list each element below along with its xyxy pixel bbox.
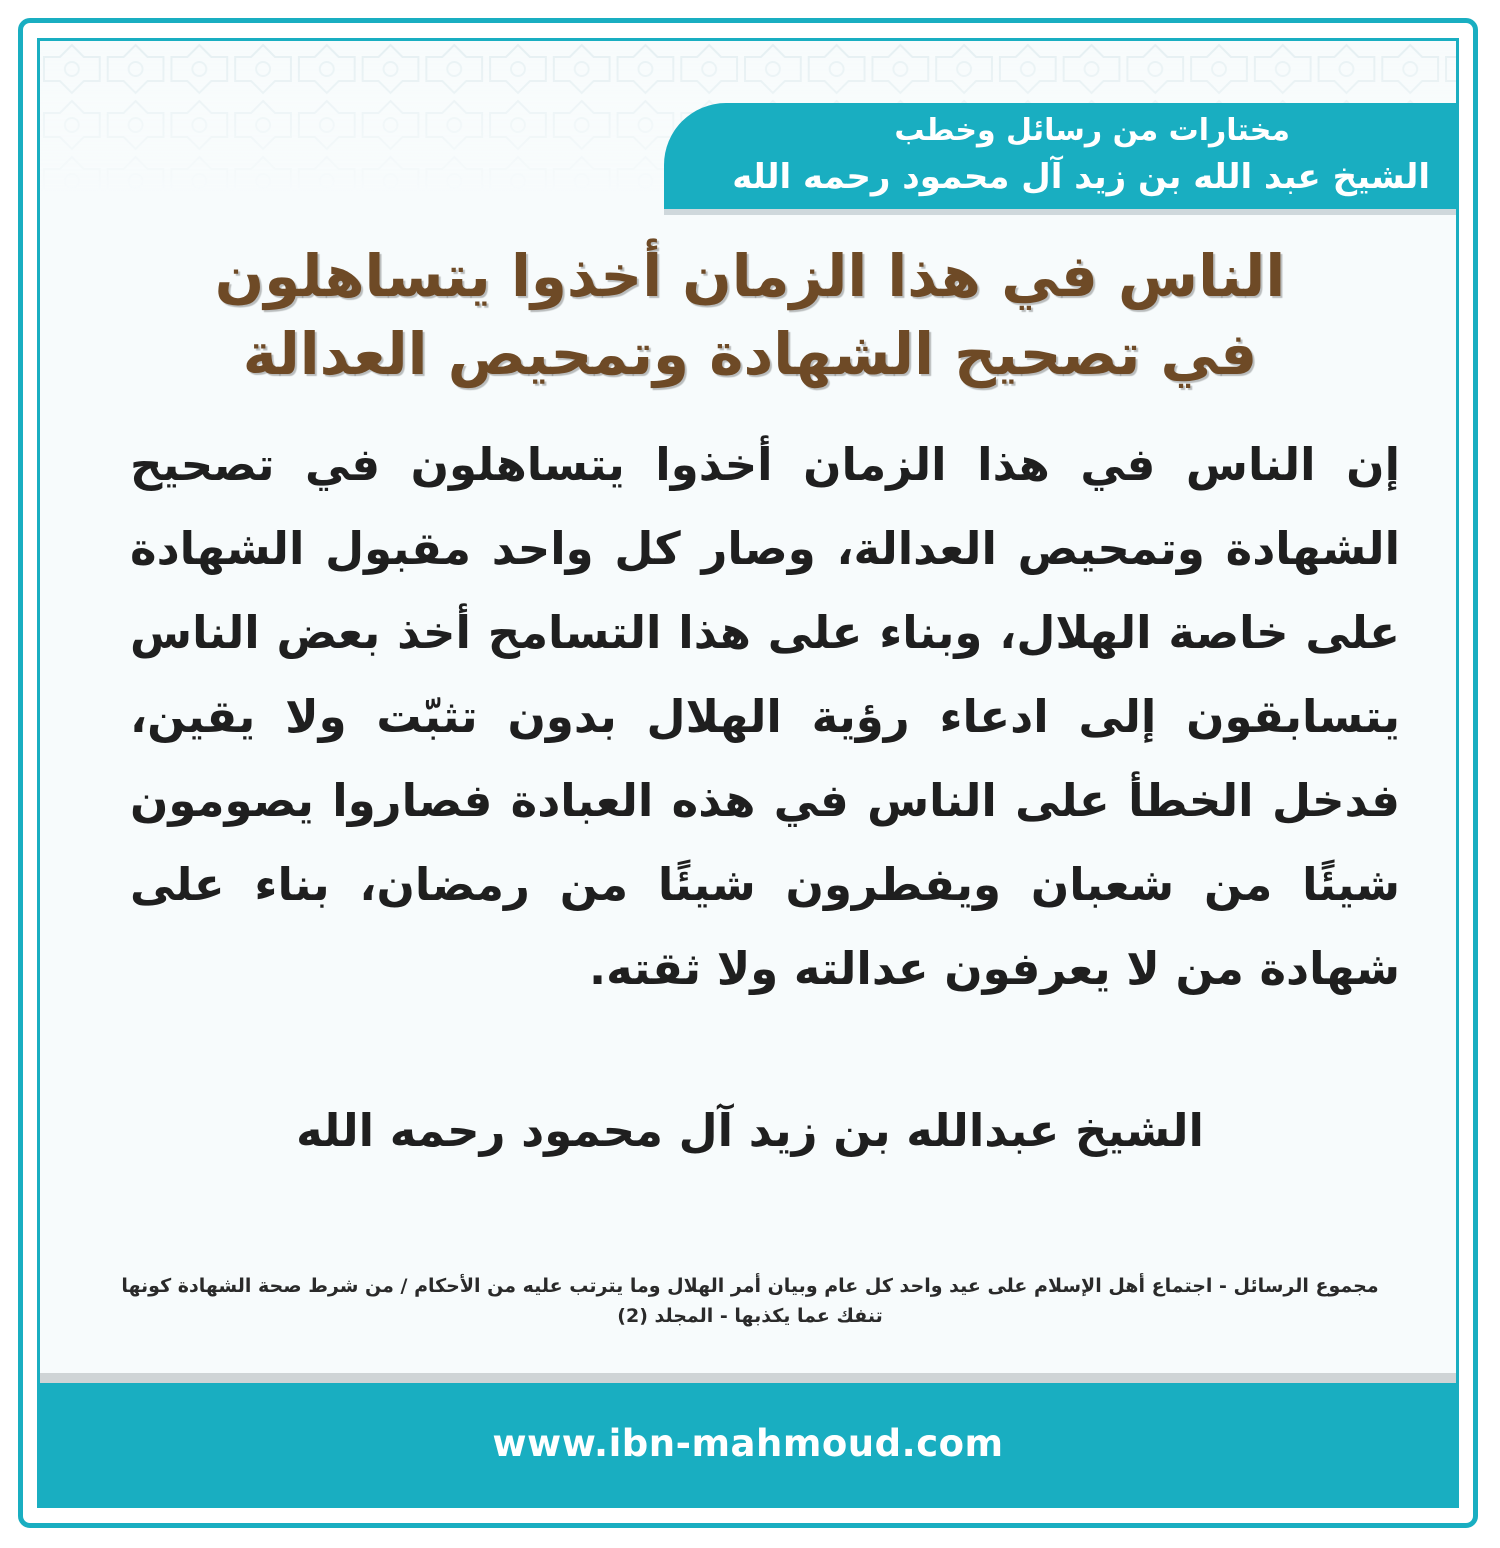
article-title: الناس في هذا الزمان أخذوا يتساهلون في تصحيح الشهادة وتمحيص العدالة [214,242,1286,388]
source-reference: مجموع الرسائل - اجتماع أهل الإسلام على عيد واحد كل عام وبيان أمر الهلال وما يترتب عليه من الأحكام / من شرط صحة الشهادة كونها تنفك عما يكذبها - المجلد (2) [121,1275,1379,1327]
series-author: الشيخ عبد الله بن زيد آل محمود رحمه الله [732,157,1430,197]
series-title: مختارات من رسائل وخطب [894,113,1290,148]
author-signature: الشيخ عبدالله بن زيد آل محمود رحمه الله [296,1104,1204,1157]
website-link[interactable]: www.ibn-mahmoud.com [492,1422,1004,1465]
article-body: إن الناس في هذا الزمان أخذوا يتساهلون في تصحيح الشهادة وتمحيص العدالة، وصار كل واحد مقبول الشهادة على خاصة الهلال، وبناء على هذا التسامح أخذ بعض الناس يتسابقون إلى ادعاء رؤية الهلال بدون تثبّت ولا يقين، فدخل الخطأ على الناس في هذه العبادة فصاروا يصومون شيئًا من شعبان ويفطرون شيئًا من رمضان، بناء على شهادة من لا يعرفون عدالته ولا ثقته. [130,438,1400,995]
card [37,38,1459,1508]
footer-bar [40,1383,1456,1505]
footer-divider [40,1373,1456,1383]
header-banner [664,103,1456,209]
